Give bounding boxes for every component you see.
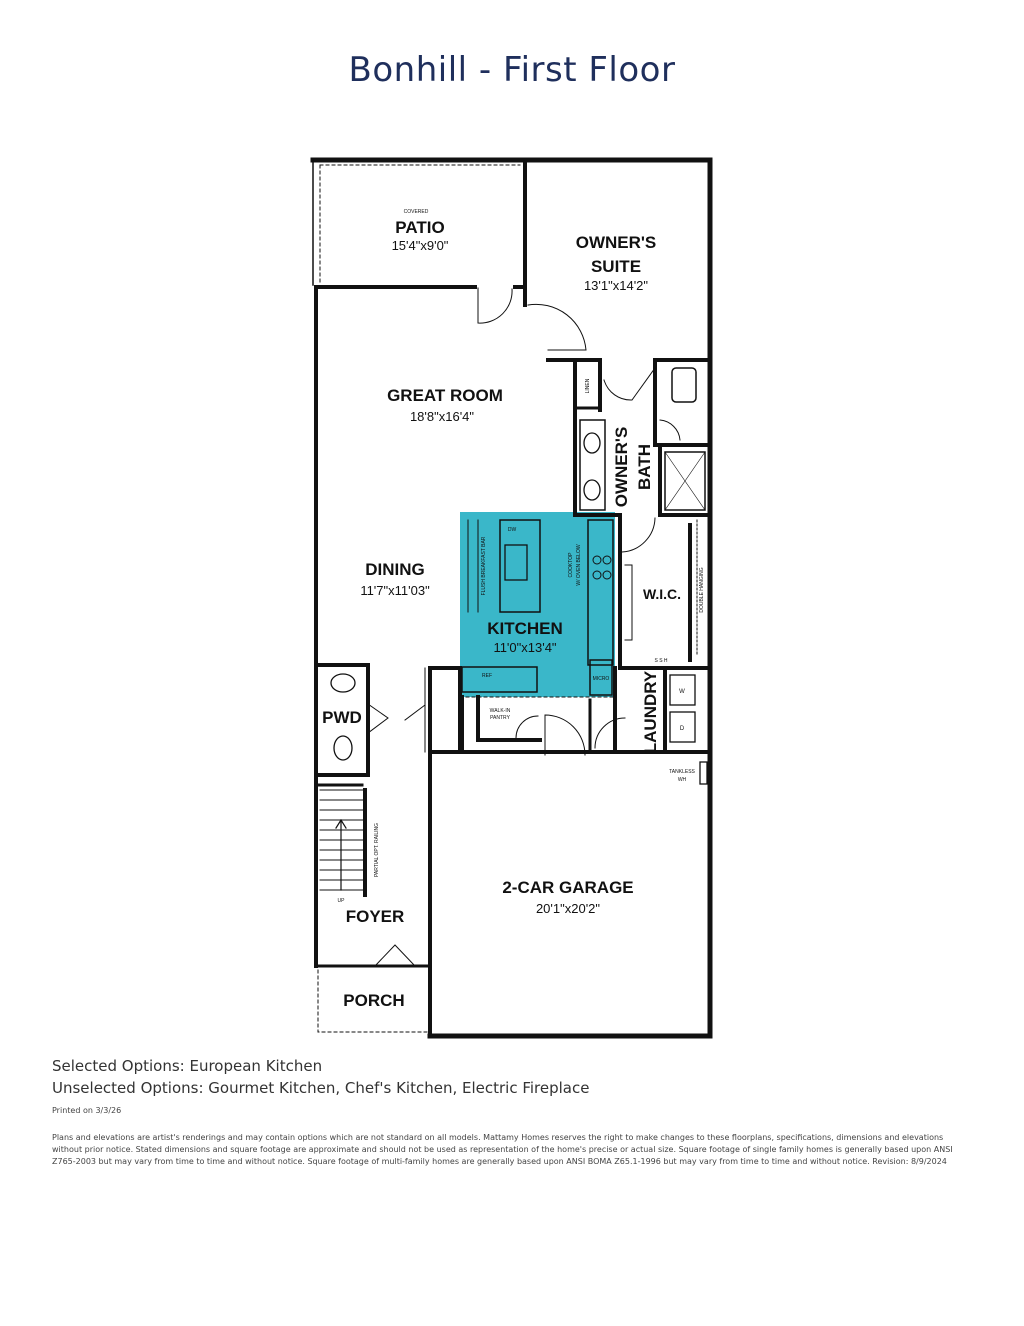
- kitchen-label: KITCHEN: [487, 619, 563, 638]
- ref-label: REF: [482, 673, 492, 679]
- washer-label: W: [679, 689, 685, 695]
- dw-label: DW: [507, 527, 517, 533]
- suite-door: [528, 304, 586, 350]
- suite-dims: 13'1"x14'2": [583, 278, 649, 293]
- hallway-walls: [590, 700, 615, 752]
- laundry-door: [595, 718, 625, 748]
- garage-label: 2-CAR GARAGE: [502, 878, 634, 897]
- pantry-door: [516, 716, 538, 738]
- toilet-door: [660, 420, 680, 440]
- pwd-door: [368, 704, 388, 733]
- foyer-label: FOYER: [345, 907, 405, 926]
- cooktop-label-2: W/ OVEN BELOW: [576, 544, 582, 586]
- micro-label: MICRO: [592, 676, 610, 682]
- pwd-label: PWD: [322, 708, 362, 727]
- kitchen-dims: 11'0"x13'4": [493, 640, 557, 655]
- laundry-label: LAUNDRY: [641, 670, 660, 754]
- pantry-label-2: PANTRY: [490, 715, 510, 721]
- wic-shelf-2: [625, 565, 632, 640]
- front-door: [375, 945, 415, 966]
- hall-door: [545, 715, 585, 755]
- cooktop-label-1: COOKTOP: [568, 552, 574, 578]
- double-hanging-label: DOUBLE HANGING: [699, 567, 705, 613]
- tankless-wh: [700, 762, 707, 784]
- dining-label: DINING: [365, 560, 425, 579]
- railing-label: PARTIAL OPT. RAILING: [374, 822, 380, 878]
- pwd-sink: [331, 674, 355, 692]
- patio-label: PATIO: [395, 218, 445, 237]
- bath-door: [604, 368, 655, 400]
- tankless-label-1: TANKLESS: [669, 769, 695, 775]
- disclaimer: Plans and elevations are artist's renderings and may contain options which are not standard on all models. Mattamy Homes reserves the right to make changes to these floorplans, specifications, dimensions and elevations without prior notice. Stated dimensions and square footage are approximate and should not be used as representation of the home's precise or actual size. Square footage of single family homes is generally based upon ANSI Z765-2003 but may vary from time to time and without notice. Square footage of multi-family homes are generally based upon ANSI BOMA Z65.1-1996 but may vary from time to time and without notice. Revision: 8/9/2024: [52, 1133, 953, 1166]
- shower-x: [665, 452, 705, 510]
- dryer-label: D: [679, 726, 685, 732]
- breakfast-bar-label: FLUSH BREAKFAST BAR: [481, 536, 487, 596]
- bath-label-1: OWNER'S: [612, 426, 631, 508]
- bath-label-2: BATH: [635, 444, 654, 490]
- printed-date: Printed on 3/3/26: [52, 1106, 122, 1115]
- foyer-door: [405, 668, 425, 752]
- toilet-bath: [672, 368, 696, 402]
- suite-label-1: OWNER'S: [575, 233, 657, 252]
- page-title: Bonhill - First Floor: [348, 50, 676, 90]
- garage-dims: 20'1"x20'2": [535, 901, 601, 916]
- linen-label: LINEN: [585, 378, 591, 394]
- great-room-label: GREAT ROOM: [387, 386, 503, 405]
- great-room-dims: 18'8"x16'4": [409, 409, 475, 424]
- wic-door: [622, 518, 655, 552]
- patio-sublabel: COVERED: [403, 209, 429, 215]
- pantry-label-1: WALK-IN: [489, 708, 511, 714]
- patio-dims: 15'4"x9'0": [391, 238, 449, 253]
- unselected-options: Unselected Options: Gourmet Kitchen, Chef's Kitchen, Electric Fireplace: [52, 1079, 590, 1097]
- wic-label: W.I.C.: [642, 586, 682, 602]
- ssh-label: S S H: [654, 658, 668, 664]
- sink-2: [584, 480, 600, 500]
- porch-label: PORCH: [343, 991, 405, 1010]
- patio-door: [478, 288, 512, 323]
- suite-label-2: SUITE: [590, 257, 642, 276]
- dining-dims: 11'7"x11'03": [360, 583, 430, 598]
- up-label: UP: [337, 898, 345, 904]
- pwd-toilet: [334, 736, 352, 760]
- tankless-label-2: WH: [677, 777, 687, 783]
- sink-1: [584, 433, 600, 453]
- selected-options: Selected Options: European Kitchen: [52, 1057, 323, 1075]
